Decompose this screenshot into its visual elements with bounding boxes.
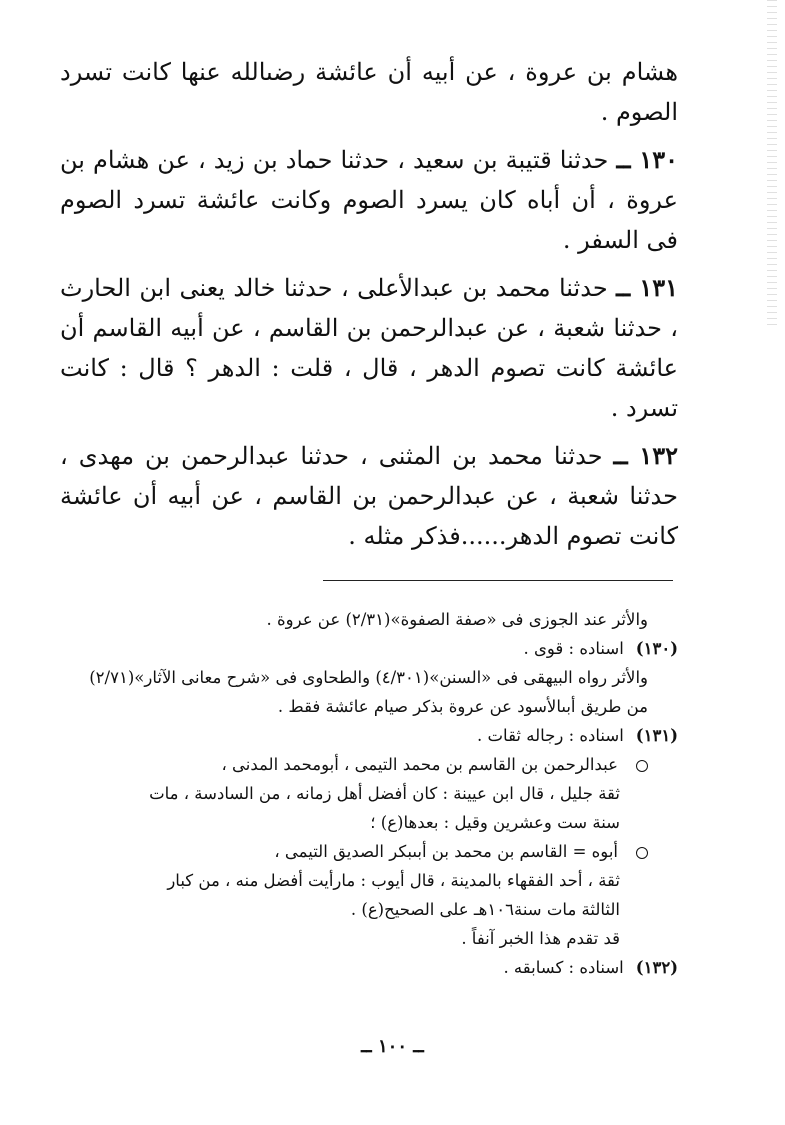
- paragraph-132: [60, 436, 678, 556]
- narrator-line: عبدالرحمن بن القاسم بن محمد التيمى ، أبومحمد المدنى ،: [221, 755, 618, 774]
- footnote-line: من طريق أبىالأسود عن عروة بذكر صيام عائشة فقط .: [277, 697, 648, 716]
- footnotes: [60, 605, 678, 982]
- paragraph-text: حدثنا محمد بن المثنى ، حدثنا عبدالرحمن بن مهدى ، حدثنا شعبة ، عن عبدالرحمن بن القاسم ، عن أبيه أن عائشة كانت تصوم الدهر......فذكر مثله .: [60, 442, 678, 550]
- paragraph-text: حدثنا محمد بن عبدالأعلى ، حدثنا خالد يعنى ابن الحارث ، حدثنا شعبة ، عن عبدالرحمن بن القاسم ، عن أبيه القاسم أن عائشة كانت تصوم الدهر ، قال ، قلت : الدهر ؟ قال : كانت تسرد .: [60, 274, 678, 422]
- narrator-line: أبوه = القاسم بن محمد بن أبىبكر الصديق التيمى ،: [274, 842, 618, 861]
- narrator-line: ثقة جليل ، قال ابن عيينة : كان أفضل أهل زمانه ، من السادسة ، مات: [149, 784, 620, 803]
- page-edge-speckle: [767, 0, 777, 330]
- main-text: [60, 52, 678, 564]
- narrator-entry: [60, 837, 678, 866]
- footnote-separator: [323, 580, 673, 581]
- paragraph-number: ١٣٠ ــ: [616, 145, 678, 174]
- narrator-line: سنة ست وعشرين وقيل : بعدها(ع) ؛: [370, 813, 620, 832]
- footnote-line: والأثر رواه البيهقى فى «السنن»(٤/٣٠١) والطحاوى فى «شرح معانى الآثار»(٢/٧١): [89, 668, 648, 687]
- footnote-line: والأثر عند الجوزى فى «صفة الصفوة»(٢/٣١) عن عروة .: [266, 610, 648, 629]
- narrator-entry: [60, 750, 678, 779]
- footnote-line: قد تقدم هذا الخبر آنفاً .: [461, 929, 620, 948]
- paragraph-131: [60, 268, 678, 428]
- footnote-number: (١٣٠): [635, 639, 678, 658]
- paragraph-text: حدثنا قتيبة بن سعيد ، حدثنا حماد بن زيد ، عن هشام بن عروة ، أن أباه كان يسرد الصوم وكانت عائشة تسرد الصوم فى السفر .: [60, 146, 678, 254]
- footnote-number: (١٣٢): [635, 958, 678, 977]
- page-number: ــ ١٠٠ ــ: [361, 1036, 424, 1057]
- narrator-line: ثقة ، أحد الفقهاء بالمدينة ، قال أيوب : مارأيت أفضل منه ، من كبار: [167, 871, 620, 890]
- footnote-text: اسناده : رجاله ثقات .: [477, 726, 624, 745]
- footnote-text: اسناده : كسابقه .: [503, 958, 624, 977]
- paragraph-continuation: [60, 52, 678, 132]
- paragraph-number: ١٣١ ــ: [616, 273, 678, 302]
- footnote-number: (١٣١): [635, 726, 678, 745]
- paragraph-130: [60, 140, 678, 260]
- footnote-130: [60, 634, 678, 663]
- paragraph-text: هشام بن عروة ، عن أبيه أن عائشة رضىالله عنها كانت تسرد الصوم .: [60, 58, 678, 126]
- footnote-131: [60, 721, 678, 750]
- circle-bullet-icon: [636, 847, 648, 859]
- circle-bullet-icon: [636, 760, 648, 772]
- paragraph-number: ١٣٢ ــ: [613, 441, 678, 470]
- narrator-line: الثالثة مات سنة١٠٦هـ على الصحيح(ع) .: [350, 900, 620, 919]
- footnote-text: اسناده : قوى .: [523, 639, 624, 658]
- footnote-132: [60, 953, 678, 982]
